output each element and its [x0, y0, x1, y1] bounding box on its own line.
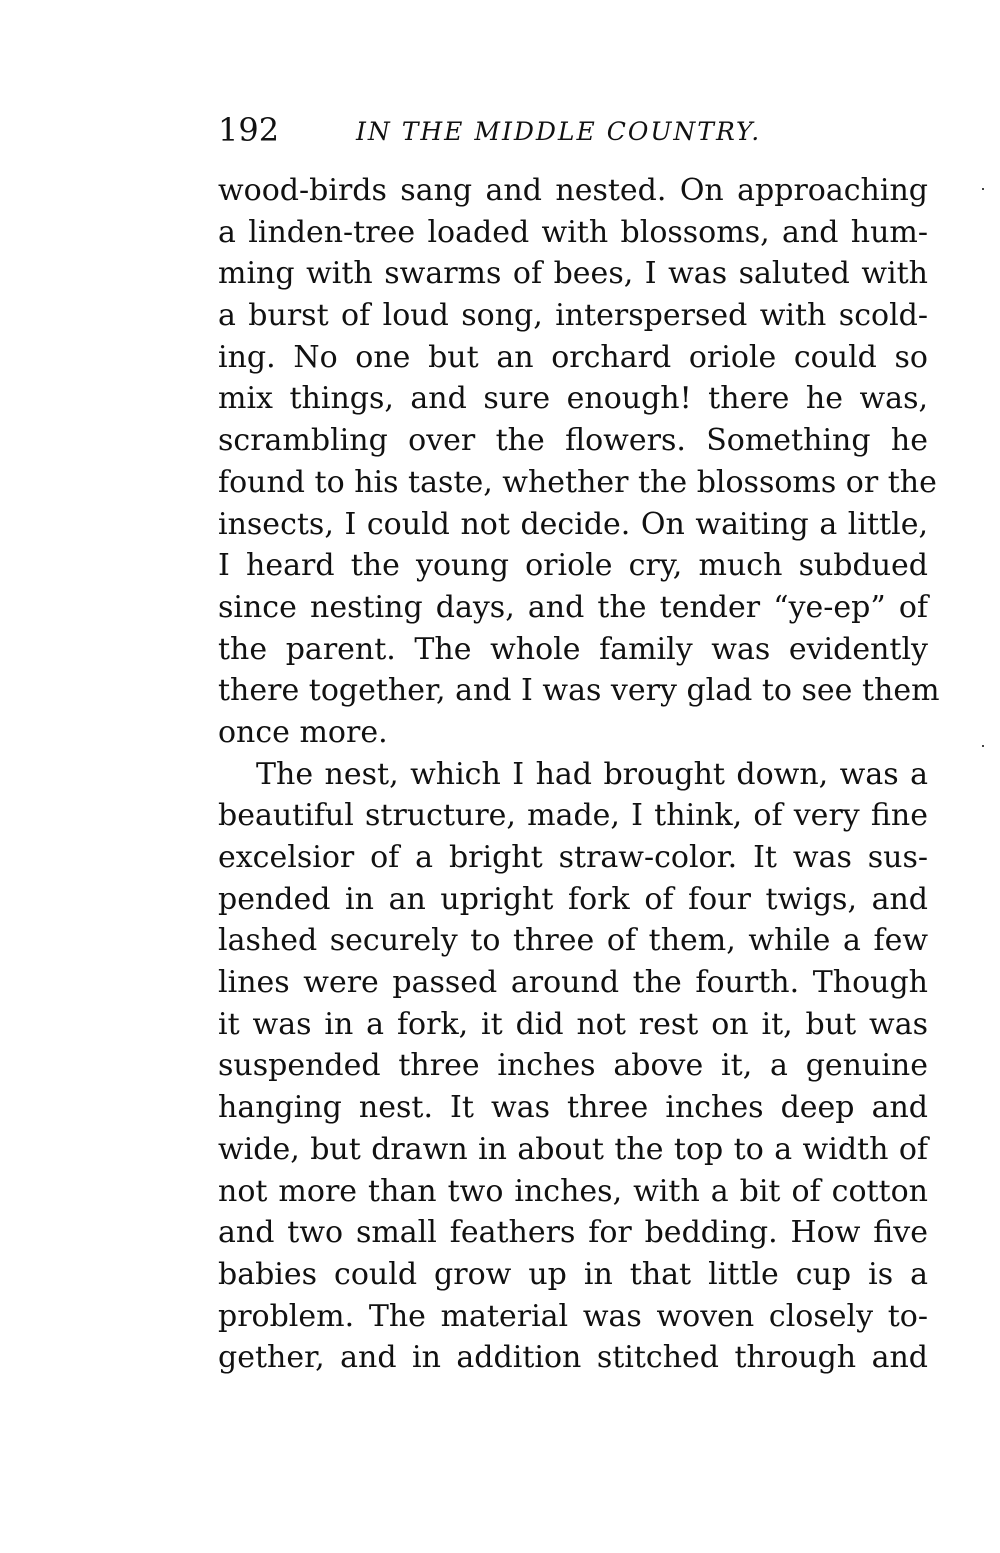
margin-speck — [982, 188, 984, 190]
page-number: 192 — [218, 111, 280, 149]
text-line: scrambling over the flowers. Something he — [218, 423, 928, 459]
text-line: The nest, which I had brought down, was a — [256, 756, 928, 792]
margin-speck — [982, 745, 984, 747]
text-line: mix things, and sure enough! there he was, — [218, 381, 928, 417]
text-line: suspended three inches above it, a genuine — [218, 1048, 928, 1084]
text-line: ing. No one but an orchard oriole could so — [218, 339, 928, 375]
paragraph-1 — [218, 170, 940, 754]
text-line: I heard the young oriole cry, much subdued — [218, 548, 928, 584]
text-line: lines were passed around the fourth. Though — [218, 965, 928, 1001]
text-line: since nesting days, and the tender “ye-ep” of — [218, 589, 928, 625]
text-line: the parent. The whole family was evidently — [218, 631, 928, 667]
paragraph-2 — [218, 754, 928, 1379]
text-line: it was in a fork, it did not rest on it, but was — [218, 1006, 928, 1042]
text-line: hanging nest. It was three inches deep and — [218, 1090, 928, 1126]
text-line: problem. The material was woven closely to- — [218, 1298, 928, 1334]
text-line: excelsior of a bright straw-color. It was sus- — [218, 840, 928, 875]
text-line: once more. — [218, 714, 388, 750]
text-line: lashed securely to three of them, while a few — [218, 923, 928, 959]
text-line: a burst of loud song, interspersed with scold- — [218, 298, 928, 334]
text-line: wood-birds sang and nested. On approaching — [218, 173, 928, 208]
text-line: gether, and in addition stitched through and — [218, 1340, 928, 1376]
running-head — [218, 110, 928, 150]
body-text — [218, 170, 940, 1379]
text-line: babies could grow up in that little cup is a — [218, 1256, 928, 1292]
text-line: ming with swarms of bees, I was saluted with — [218, 256, 928, 292]
text-line: not more than two inches, with a bit of cotton — [218, 1173, 928, 1209]
text-line: insects, I could not decide. On waiting a little, — [218, 506, 928, 542]
text-line: and two small feathers for bedding. How five — [218, 1215, 928, 1251]
text-line: wide, but drawn in about the top to a width of — [218, 1131, 928, 1167]
text-line: beautiful structure, made, I think, of very fine — [218, 798, 928, 834]
text-line: found to his taste, whether the blossoms or the — [218, 464, 937, 500]
text-line: a linden-tree loaded with blossoms, and hum- — [218, 214, 928, 250]
text-line: pended in an upright fork of four twigs, and — [218, 881, 928, 917]
running-title: IN THE MIDDLE COUNTRY. — [356, 117, 762, 146]
text-line: there together, and I was very glad to see them — [218, 673, 940, 709]
